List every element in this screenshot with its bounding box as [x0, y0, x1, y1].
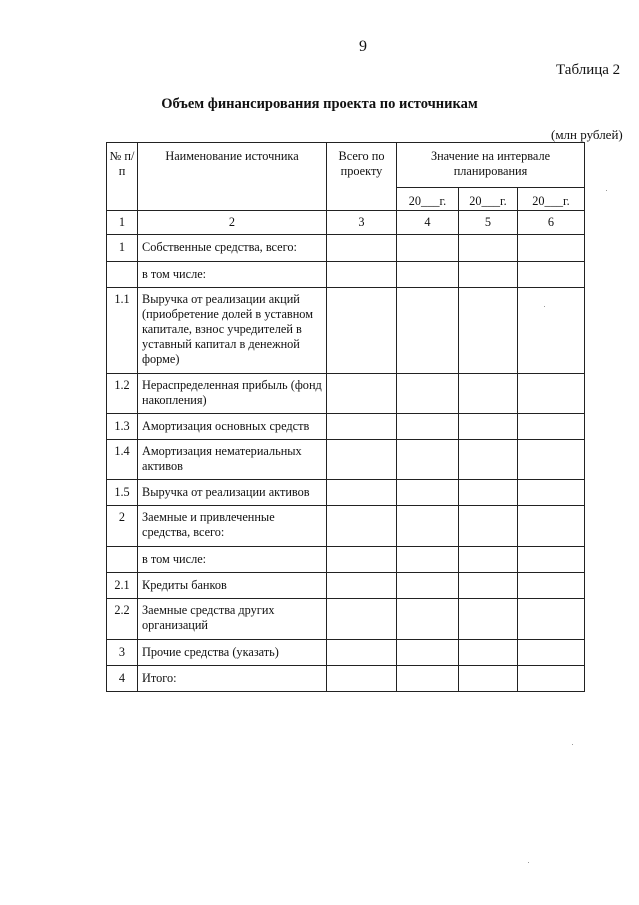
header-interval: Значение на интервале планирования: [397, 143, 585, 188]
table-row: [107, 666, 585, 692]
document-title: Объем финансирования проекта по источникам: [161, 96, 478, 112]
scan-speck: [528, 862, 529, 863]
row-name: Выручка от реализации акций (приобретение долей в уставном капитале, взнос учредителей в уставный капитал в денежной форме): [138, 288, 327, 374]
row-name: Амортизация основных средств: [138, 414, 327, 440]
row-number: 1.5: [107, 480, 138, 506]
row-name: Кредиты банков: [138, 573, 327, 599]
column-number: 3: [327, 211, 397, 235]
row-name: Амортизация нематериальных активов: [138, 440, 327, 480]
row-name: Собственные средства, всего:: [138, 235, 327, 262]
row-name: в том числе:: [138, 262, 327, 288]
row-number: 3: [107, 640, 138, 666]
scan-speck: [606, 190, 607, 191]
column-number: 1: [107, 211, 138, 235]
row-number: 1: [107, 235, 138, 262]
header-year: 20___г.: [518, 188, 585, 211]
row-number: [107, 547, 138, 573]
table-row: [107, 506, 585, 547]
row-number: [107, 262, 138, 288]
row-number: 2.1: [107, 573, 138, 599]
row-number: 1.1: [107, 288, 138, 374]
column-number: 2: [138, 211, 327, 235]
table-row: [107, 288, 585, 374]
column-number: 4: [397, 211, 459, 235]
financing-table: [106, 142, 585, 692]
units-label: (млн рублей): [551, 127, 623, 142]
header-name: Наименование источника: [138, 143, 327, 211]
table-row: [107, 480, 585, 506]
row-name: Нераспределенная прибыль (фонд накопления): [138, 374, 327, 414]
row-name: Заемные и привлеченные средства, всего:: [138, 506, 327, 547]
row-number: 2: [107, 506, 138, 547]
row-number: 4: [107, 666, 138, 692]
row-number: 1.2: [107, 374, 138, 414]
scan-speck: [544, 306, 545, 307]
table-row: [107, 547, 585, 573]
column-number: 6: [518, 211, 585, 235]
table-row: [107, 414, 585, 440]
row-number: 1.4: [107, 440, 138, 480]
header-year: 20___г.: [459, 188, 518, 211]
row-name: Заемные средства других организаций: [138, 599, 327, 640]
page-number: 9: [359, 38, 367, 55]
header-year: 20___г.: [397, 188, 459, 211]
scan-speck: [572, 744, 573, 745]
row-name: Выручка от реализации активов: [138, 480, 327, 506]
row-number: 2.2: [107, 599, 138, 640]
table-label: Таблица 2: [556, 62, 621, 78]
table-row: [107, 374, 585, 414]
row-name: Итого:: [138, 666, 327, 692]
table-row: [107, 640, 585, 666]
column-number: 5: [459, 211, 518, 235]
row-name: Прочие средства (указать): [138, 640, 327, 666]
column-numbers-row: [107, 211, 585, 235]
table-row: [107, 235, 585, 262]
table-row: [107, 262, 585, 288]
table-row: [107, 440, 585, 480]
header-num: № п/п: [107, 143, 138, 211]
table-row: [107, 599, 585, 640]
row-number: 1.3: [107, 414, 138, 440]
header-total: Всего по проекту: [327, 143, 397, 211]
row-name: в том числе:: [138, 547, 327, 573]
table-row: [107, 573, 585, 599]
